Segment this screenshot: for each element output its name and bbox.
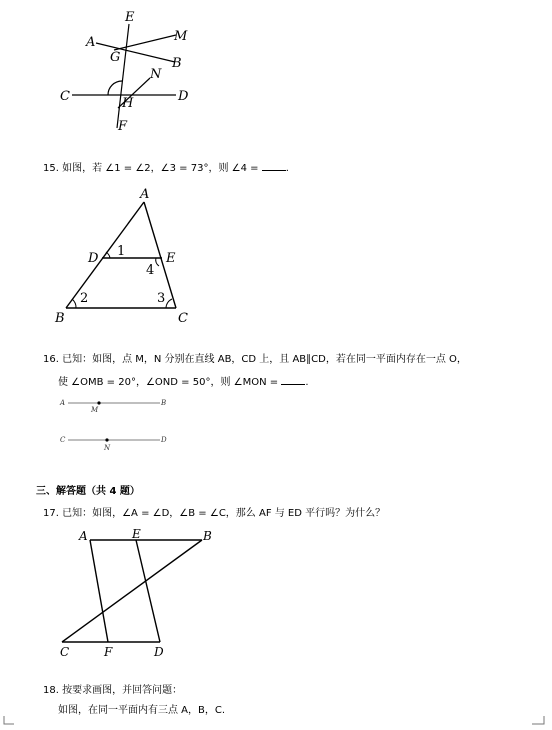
label-F: F <box>104 645 113 659</box>
label-G: G <box>110 50 121 65</box>
angle-1-label: 1 <box>117 244 126 259</box>
label-A: A <box>60 399 66 407</box>
figure-q14 <box>0 0 552 140</box>
label-B: B <box>172 56 182 71</box>
label-M: M <box>174 29 188 44</box>
question-15-text: 15. 如图，若 ∠1 = ∠2，∠3 = 73°，则 ∠4 = <box>43 163 259 174</box>
label-M: M <box>91 406 99 414</box>
angle-2-label: 2 <box>80 291 89 306</box>
angle-3-label: 3 <box>157 291 166 306</box>
label-H: H <box>122 96 134 111</box>
figure-q17 <box>0 520 552 670</box>
label-D: D <box>161 436 167 444</box>
figure-q16-parallel-lines <box>0 390 552 460</box>
question-16-line-2: 使 ∠OMB = 20°，∠OND = 50°，则 ∠MON = . <box>58 377 309 388</box>
label-D: D <box>88 251 99 266</box>
question-18-line-1: 18. 按要求画图，并回答问题： <box>43 685 183 696</box>
label-D: D <box>178 89 189 104</box>
label-C: C <box>60 89 70 104</box>
label-E: E <box>125 10 135 25</box>
question-17: 17. 已知：如图，∠A = ∠D，∠B = ∠C，那么 AF 与 ED 平行吗？为什么？ <box>43 508 386 519</box>
label-N: N <box>150 67 162 82</box>
figure-q15-triangle <box>0 180 552 330</box>
answer-blank-15[interactable] <box>262 161 286 171</box>
answer-blank-16[interactable] <box>281 375 305 385</box>
label-E: E <box>132 527 141 541</box>
question-16-line-1: 16. 已知：如图，点 M，N 分别在直线 AB，CD 上，且 AB∥CD，若在同一平面内存在一点 O， <box>43 354 467 365</box>
label-D: D <box>154 645 164 659</box>
angle-4-label: 4 <box>146 263 155 278</box>
label-F: F <box>118 119 128 134</box>
label-C: C <box>178 311 188 326</box>
question-15: 15. 如图，若 ∠1 = ∠2，∠3 = 73°，则 ∠4 = . <box>43 163 289 174</box>
label-N: N <box>104 444 111 452</box>
label-A: A <box>86 35 96 50</box>
section-heading: 三、解答题（共 4 题） <box>36 486 140 497</box>
label-E: E <box>166 251 176 266</box>
label-A: A <box>140 187 150 202</box>
label-C: C <box>60 645 70 659</box>
label-A: A <box>79 529 88 543</box>
label-C: C <box>60 436 66 444</box>
page-corner-mark-right <box>530 716 550 730</box>
label-B: B <box>203 529 212 543</box>
question-18-line-2: 如图，在同一平面内有三点 A，B，C. <box>58 705 226 716</box>
label-B: B <box>55 311 65 326</box>
label-B: B <box>161 399 167 407</box>
page-corner-mark-left <box>0 716 20 730</box>
